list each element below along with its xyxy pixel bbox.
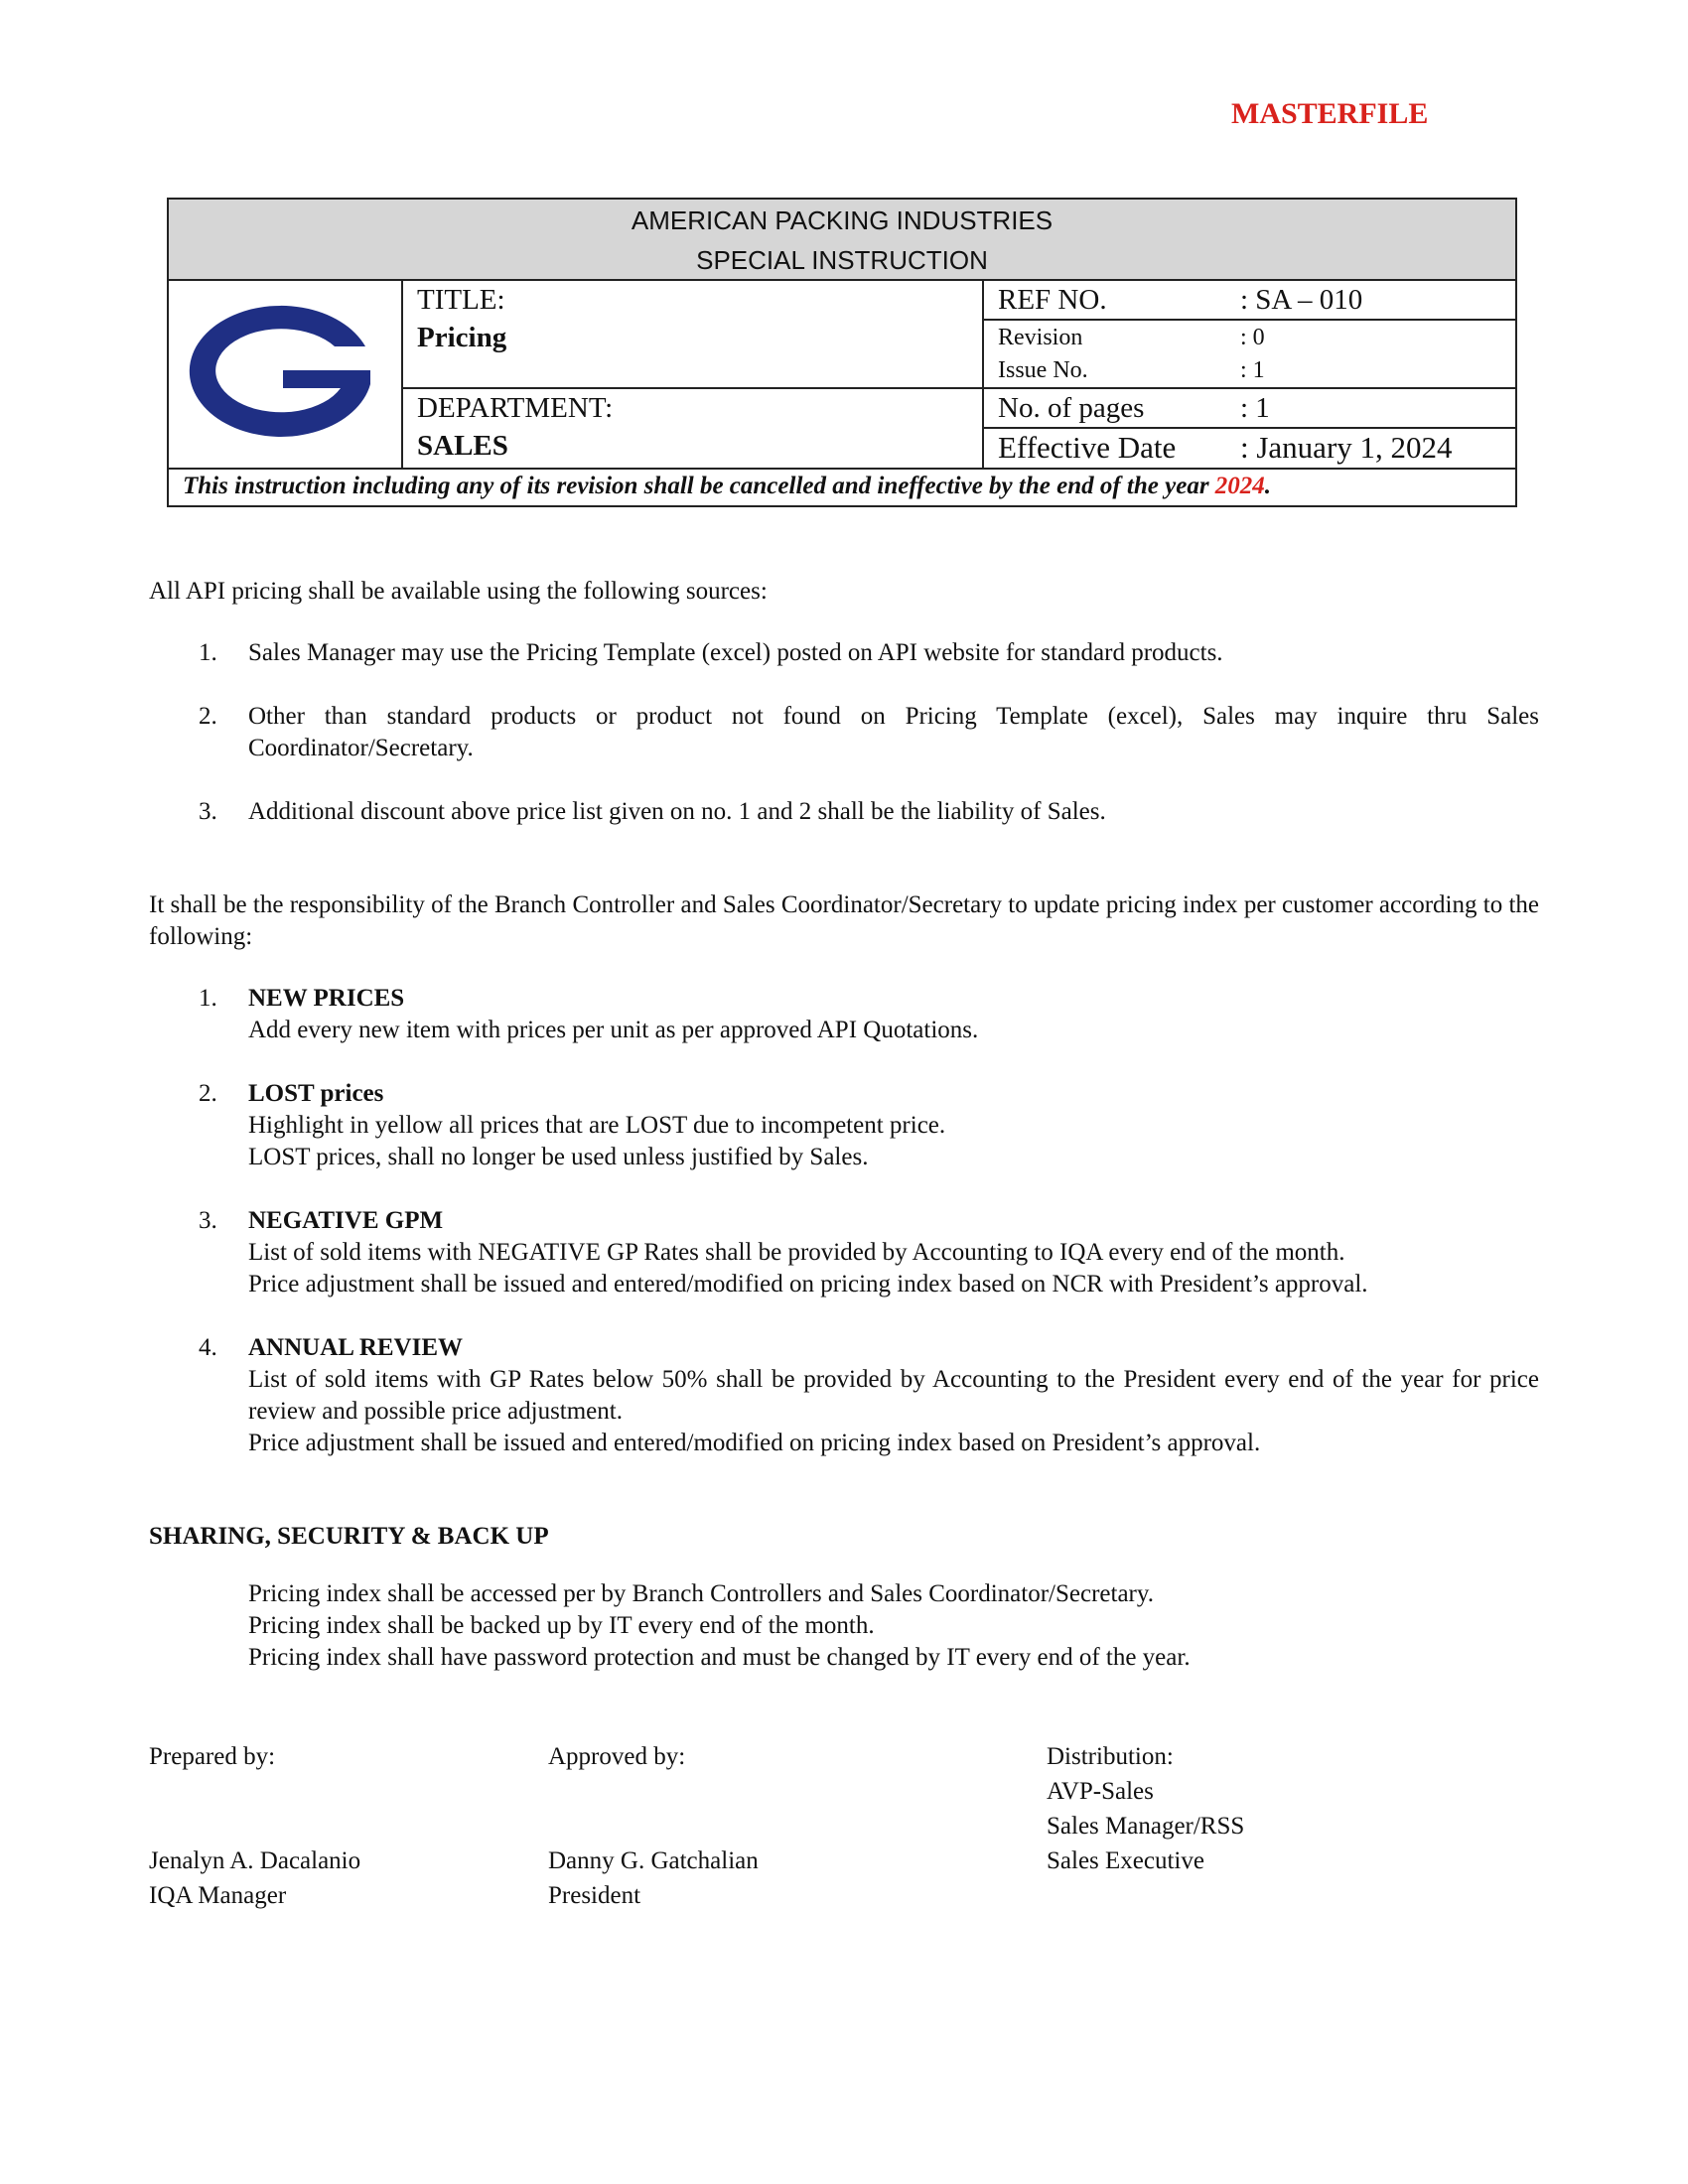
document-type: SPECIAL INSTRUCTION xyxy=(696,245,988,275)
rule-title: NEGATIVE GPM xyxy=(248,1207,444,1234)
approved-by-name: Danny G. Gatchalian xyxy=(548,1847,759,1874)
validity-notice-text: This instruction including any of its revision shall be cancelled and ineffective by the end of the year xyxy=(183,473,1215,499)
sharing-lines: Pricing index shall be accessed per by Branch Controllers and Sales Coordinator/Secretary. Pricing index shall be backed up by IT every end of the month. Pricing index shall have password protection and must be changed by IT every end of the year. xyxy=(248,1580,1191,1671)
company-logo xyxy=(169,281,403,468)
list-item: 1. Sales Manager may use the Pricing Template (excel) posted on API website for standard products. xyxy=(199,639,1223,666)
prepared-by-block xyxy=(149,1739,360,1913)
revision-label: Revision xyxy=(998,324,1083,350)
responsibility-paragraph: It shall be the responsibility of the Branch Controller and Sales Coordinator/Secretary to update pricing index per customer according to the following: xyxy=(149,891,1539,950)
approved-by-label: Approved by: xyxy=(548,1743,686,1770)
issue-value: : 1 xyxy=(1240,356,1265,383)
svg-text:API: API xyxy=(225,356,291,389)
rule-title: NEW PRICES xyxy=(248,985,405,1012)
list-item: 2. Other than standard products or product not found on Pricing Template (excel), Sales may inquire thru Sales Coordinator/Secretary. xyxy=(199,703,1539,761)
effective-date-value: : January 1, 2024 xyxy=(1240,430,1453,465)
header-banner xyxy=(169,200,1515,281)
pages-label: No. of pages xyxy=(998,392,1145,424)
intro-paragraph: All API pricing shall be available using the following sources: xyxy=(149,578,768,605)
revision-value: : 0 xyxy=(1240,324,1265,350)
list-item: 2. LOST prices Highlight in yellow all prices that are LOST due to incompetent price. LOST prices, shall no longer be used unless justified by Sales. xyxy=(149,1078,1539,1173)
approved-by-block xyxy=(548,1739,759,1913)
distribution-block xyxy=(1047,1739,1244,1878)
rule-title: ANNUAL REVIEW xyxy=(248,1334,464,1361)
list-item: 1. NEW PRICES Add every new item with prices per unit as per approved API Quotations. xyxy=(149,983,1539,1046)
validity-notice xyxy=(169,470,1515,505)
distribution-item: Sales Executive xyxy=(1047,1847,1204,1874)
sharing-heading: SHARING, SECURITY & BACK UP xyxy=(149,1523,549,1550)
document-body xyxy=(149,576,1539,1674)
distribution-item: AVP-Sales xyxy=(1047,1778,1154,1805)
title-label: TITLE: xyxy=(417,284,505,316)
department-value: SALES xyxy=(417,430,508,462)
rules-list xyxy=(149,983,1539,1459)
company-name: AMERICAN PACKING INDUSTRIES xyxy=(631,205,1054,235)
prepared-by-name: Jenalyn A. Dacalanio xyxy=(149,1847,361,1874)
validity-notice-year: 2024 xyxy=(1214,473,1265,499)
list-item: 3. Additional discount above price list given on no. 1 and 2 shall be the liability of Sales. xyxy=(199,798,1106,825)
ref-no-label: REF NO. xyxy=(998,284,1107,316)
sources-list xyxy=(149,637,1539,828)
validity-notice-end: . xyxy=(1264,473,1272,499)
ref-no-value: : SA – 010 xyxy=(1240,284,1363,316)
prepared-by-label: Prepared by: xyxy=(149,1743,276,1770)
api-logo-icon xyxy=(186,305,384,444)
prepared-by-title: IQA Manager xyxy=(149,1882,287,1909)
document-header-table xyxy=(167,198,1517,507)
approved-by-title: President xyxy=(548,1882,641,1909)
department-label: DEPARTMENT: xyxy=(417,392,614,424)
title-value: Pricing xyxy=(417,322,507,353)
masterfile-label: MASTERFILE xyxy=(1231,97,1429,130)
pages-value: : 1 xyxy=(1240,392,1270,424)
list-item: 3. NEGATIVE GPM List of sold items with NEGATIVE GP Rates shall be provided by Accounting to IQA every end of the month. Price adjustment shall be issued and entered/modified on pricing index based on NCR with President’s approval. xyxy=(149,1205,1539,1300)
distribution-label: Distribution: xyxy=(1047,1743,1174,1770)
issue-label: Issue No. xyxy=(998,356,1088,383)
effective-date-label: Effective Date xyxy=(998,430,1177,465)
list-item: 4. ANNUAL REVIEW List of sold items with GP Rates below 50% shall be provided by Accounting to the President every end of the year for price review and possible price adjustment. Price adjustment shall be issued and entered/modified on pricing index based on President’s approval. xyxy=(199,1334,1539,1456)
rule-title: LOST prices xyxy=(248,1080,384,1107)
distribution-item: Sales Manager/RSS xyxy=(1047,1813,1245,1840)
